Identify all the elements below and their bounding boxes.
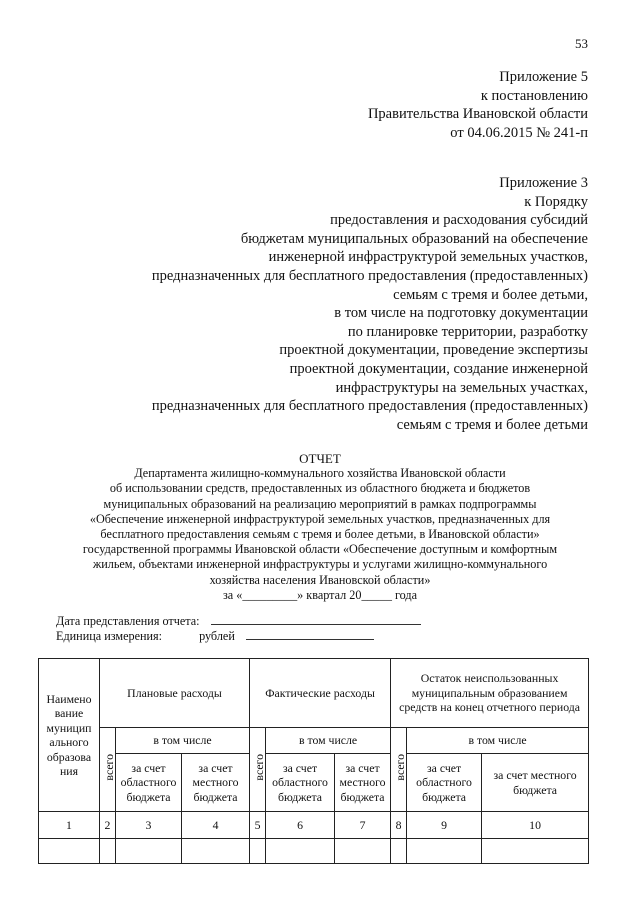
appendix-line: инженерной инфраструктурой земельных участков, xyxy=(268,249,588,266)
table-cell[interactable] xyxy=(482,839,589,864)
appendix-line: семьям с тремя и более детьми, xyxy=(393,286,588,303)
column-number: 2 xyxy=(100,812,116,839)
appendix-line: от 04.06.2015 № 241-п xyxy=(450,124,588,141)
report-line: «Обеспечение инженерной инфраструктурой земельных участков, предназначенных для xyxy=(89,511,551,526)
remainder-header: Остаток неиспользованных муниципальным образованием средств на конец отчетного периода xyxy=(391,659,589,728)
report-line: бесплатного предоставления семьям с тремя и более детьми, в Ивановской области» xyxy=(100,527,540,542)
table-cell[interactable] xyxy=(182,839,250,864)
column-number: 6 xyxy=(266,812,335,839)
remainder-total-header: всего xyxy=(393,754,408,782)
table-cell[interactable] xyxy=(391,839,407,864)
report-period-line: за «_________» квартал 20_____ года xyxy=(222,587,418,602)
report-line: государственной программы Ивановской области «Обеспечение доступным и комфортным xyxy=(82,542,558,557)
actual-local-header: за счет местного бюджета xyxy=(335,754,391,812)
appendix-line: бюджетам муниципальных образований на обеспечение xyxy=(240,230,588,247)
appendix-line: Правительства Ивановской области xyxy=(367,106,588,123)
actual-expenses-header: Фактические расходы xyxy=(250,659,391,728)
table-cell[interactable] xyxy=(250,839,266,864)
table-cell[interactable] xyxy=(407,839,482,864)
column-number: 10 xyxy=(482,812,589,839)
municipality-header: Наимено вание муницип ального образова ния xyxy=(39,659,100,812)
remainder-local-header: за счет местного бюджета xyxy=(482,754,589,812)
column-number: 4 xyxy=(182,812,250,839)
appendix-line: инфраструктуры на земельных участках, xyxy=(335,379,588,396)
planned-expenses-header: Плановые расходы xyxy=(100,659,250,728)
remainder-including-header: в том числе xyxy=(407,728,589,754)
appendix-line: по планировке территории, разработку xyxy=(347,323,588,340)
unit-field[interactable] xyxy=(246,627,374,640)
appendix-line: к постановлению xyxy=(480,87,588,104)
column-number: 1 xyxy=(39,812,100,839)
report-line: об использовании средств, предоставленных из областного бюджета и бюджетов xyxy=(109,481,531,496)
planned-local-header: за счет местного бюджета xyxy=(182,754,250,812)
table-cell[interactable] xyxy=(335,839,391,864)
remainder-total-cell xyxy=(391,728,407,812)
column-number: 3 xyxy=(116,812,182,839)
page-number: 53 xyxy=(575,36,588,51)
report-line: хозяйства населения Ивановской области» xyxy=(209,572,431,587)
planned-including-header: в том числе xyxy=(116,728,250,754)
planned-total-cell xyxy=(100,728,116,812)
unit-label: Единица измерения: xyxy=(56,629,163,643)
report-heading xyxy=(50,451,590,603)
actual-total-header: всего xyxy=(252,754,267,782)
table-row xyxy=(39,839,589,864)
report-date-label: Дата представления отчета: xyxy=(56,614,200,628)
table-cell[interactable] xyxy=(116,839,182,864)
column-number-row xyxy=(39,812,589,839)
appendix-line: к Порядку xyxy=(524,193,588,210)
report-line: Департамента жилищно-коммунального хозяйства Ивановской области xyxy=(134,466,506,481)
actual-regional-header: за счет областного бюджета xyxy=(266,754,335,812)
table-cell[interactable] xyxy=(100,839,116,864)
unit-value: рублей xyxy=(199,629,235,643)
actual-total-cell xyxy=(250,728,266,812)
planned-regional-header: за счет областного бюджета xyxy=(116,754,182,812)
appendix-5-header xyxy=(368,68,588,142)
report-line: муниципальных образований на реализацию мероприятий в рамках подпрограммы xyxy=(103,496,537,511)
appendix-line: предназначенных для бесплатного предоставления (предоставленных) xyxy=(151,398,588,415)
column-number: 5 xyxy=(250,812,266,839)
appendix-line: предоставления и расходования субсидий xyxy=(330,212,588,229)
report-line: жильем, объектами инженерной инфраструктуры и услугами жилищно-коммунального xyxy=(92,557,548,572)
report-date-field[interactable] xyxy=(211,612,421,625)
column-number: 7 xyxy=(335,812,391,839)
appendix-line: Приложение 5 xyxy=(499,69,588,85)
table-cell[interactable] xyxy=(266,839,335,864)
appendix-line: семьям с тремя и более детьми xyxy=(396,416,588,433)
appendix-line: предназначенных для бесплатного предоставления (предоставленных) xyxy=(151,267,588,284)
appendix-line: проектной документации, создание инженерной xyxy=(289,360,588,377)
unit-row xyxy=(56,627,374,644)
remainder-regional-header: за счет областного бюджета xyxy=(407,754,482,812)
appendix-line: Приложение 3 xyxy=(499,175,588,191)
table-cell[interactable] xyxy=(39,839,100,864)
report-table xyxy=(38,658,589,864)
column-number: 8 xyxy=(391,812,407,839)
appendix-line: проектной документации, проведение экспертизы xyxy=(279,342,588,359)
appendix-line: в том числе на подготовку документации xyxy=(334,305,588,322)
actual-including-header: в том числе xyxy=(266,728,391,754)
column-number: 9 xyxy=(407,812,482,839)
appendix-3-header xyxy=(152,174,588,434)
planned-total-header: всего xyxy=(102,754,116,782)
report-title: ОТЧЕТ xyxy=(299,451,341,466)
